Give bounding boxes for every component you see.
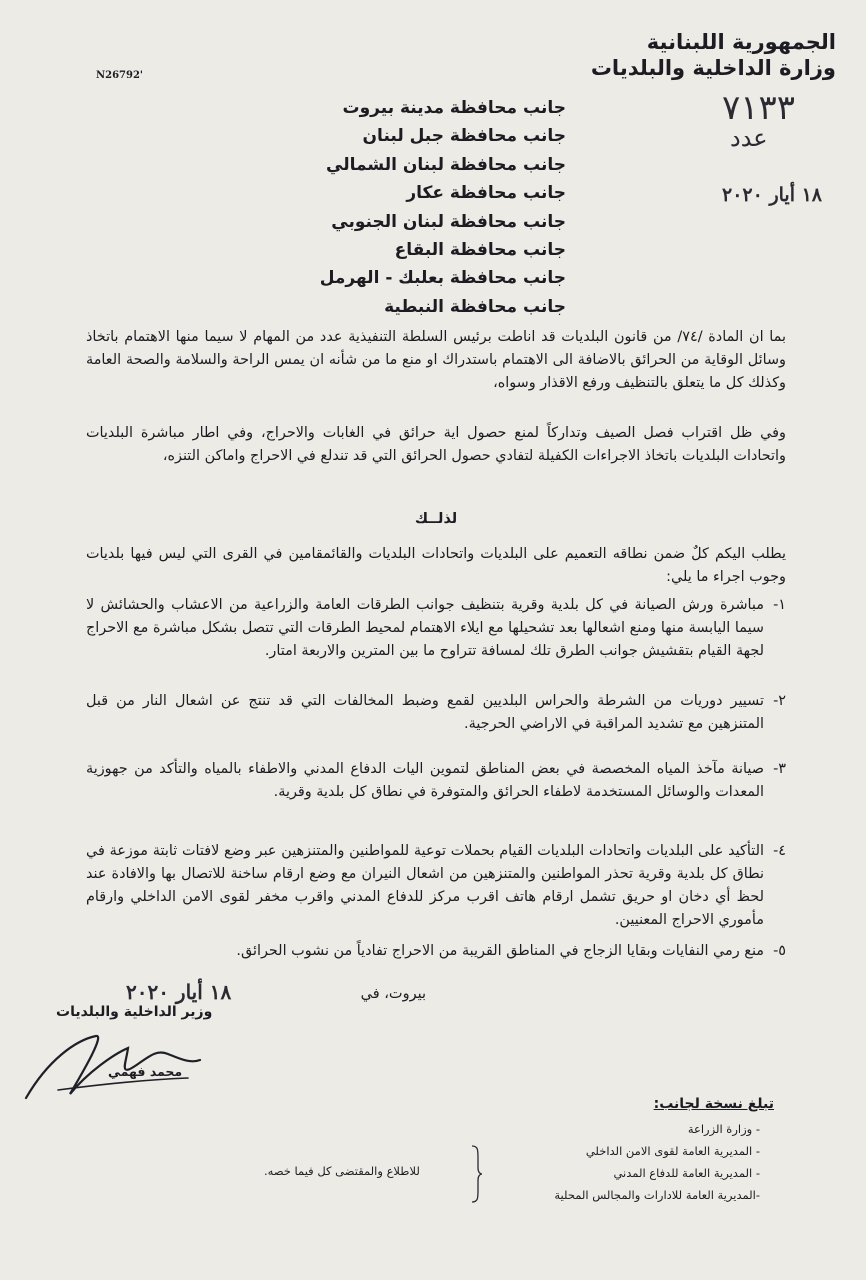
list-item-text: تسيير دوريات من الشرطة والحراس البلديين لقمع وضبط المخالفات التي قد تنتج عن اشعال النار من قبل المتنزهين مع تشديد المراقبة في الاراضي الحرجية.	[86, 693, 764, 732]
header-republic: الجمهورية اللبنانية	[646, 30, 836, 54]
addressee-item: جانب محافظة لبنان الجنوبي	[331, 211, 566, 232]
list-item-number: ٣-	[773, 761, 786, 777]
copy-recipient: - المديرية العامة للدفاع المدني	[613, 1166, 760, 1180]
addressee-item: جانب محافظة النبطية	[384, 296, 566, 317]
copies-heading: تبلغ نسخة لجانب:	[653, 1096, 774, 1112]
reference-date: ١٨ أيار ٢٠٢٠	[722, 184, 823, 206]
copy-recipient: - وزارة الزراعة	[687, 1122, 760, 1136]
list-item-text: التأكيد على البلديات واتحادات البلديات القيام بحملات توعية للمواطنين والمتنزهين عبر وضع لافتات ثابتة موزعة في نطاق كل بلدية وقرية تحذر المواطنين والمتنزهين من اشعال النيران مع وضع ارقام ساخنة للاتصال بها والافادة عند لحظ أي دخان او حريق تشمل ارقام هاتف اقرب مركز للدفاع المدني واقرب مخفر لقوى الامن الداخلي وارقام مأموري الاحراج المعنيين.	[86, 843, 764, 928]
therefore-heading: لذلــك	[414, 511, 458, 527]
list-item-number: ٥-	[773, 943, 786, 959]
minister-title: وزير الداخلية والبلديات	[56, 1004, 213, 1020]
list-item	[86, 840, 786, 932]
copy-recipient: - المديرية العامة لقوى الامن الداخلي	[585, 1144, 760, 1158]
signature-date: ١٨ أيار ٢٠٢٠	[126, 980, 232, 1004]
addressee-item: جانب محافظة عكار	[406, 183, 566, 204]
body-paragraph-1: بما ان المادة /٧٤/ من قانون البلديات قد اناطت برئيس السلطة التنفيذية عدد من المهام لا سيما منها الاهتمام باتخاذ وسائل الوقاية من الحرائق بالاضافة الى الاهتمام باستدراك او منع ما من شأنه ان يمس الراحة والسلامة والصحة العامة وكذلك كل ما يتعلق بالتنظيف ورفع الاقذار وسواه،	[86, 329, 786, 391]
list-item	[86, 594, 786, 663]
reference-code: N26792'	[96, 70, 143, 81]
list-item	[86, 690, 786, 736]
list-item-number: ٢-	[773, 693, 786, 709]
copies-list	[510, 1122, 760, 1210]
addressee-item: جانب محافظة البقاع	[394, 239, 566, 260]
list-item	[86, 758, 786, 804]
signature-place: بيروت، في	[360, 986, 426, 1002]
list-item-text: منع رمي النفايات وبقايا الزجاج في المناطق القريبة من الاحراج تفادياً من نشوب الحرائق.	[236, 943, 764, 959]
bracket-icon	[470, 1144, 484, 1204]
addressee-item: جانب محافظة مدينة بيروت	[342, 98, 566, 118]
list-item	[86, 940, 786, 963]
list-item-number: ٤-	[773, 843, 786, 859]
minister-name: محمد فهمي	[108, 1064, 183, 1079]
header-ministry: وزارة الداخلية والبلديات	[590, 56, 836, 80]
copies-note: للاطلاع والمقتضى كل فيما خصه.	[264, 1164, 420, 1178]
addressee-item: جانب محافظة جبل لبنان	[362, 126, 566, 147]
copy-recipient: -المديرية العامة للادارات والمجالس المحلية	[554, 1188, 760, 1202]
reference-label: عدد	[730, 124, 768, 152]
list-item-number: ١-	[773, 597, 786, 613]
addressee-list	[320, 94, 566, 321]
list-item-text: مباشرة ورش الصيانة في كل بلدية وقرية بتنظيف جوانب الطرقات العامة والزراعية من الاعشاب والحشائش لا سيما اليابسة منها ومنع اشعالها بعد تشحيلها مع ايلاء الاهتمام لمحيط الطرقات التي تتصل بشكل مباشرة مع الاحراج لجهة القيام بتقشيش جوانب الطرق تلك لمسافة تتراوح ما بين المترين والاربعة امتار.	[86, 597, 764, 659]
addressee-item: جانب محافظة لبنان الشمالي	[326, 154, 566, 175]
body-paragraph-2: وفي ظل اقتراب فصل الصيف وتداركاً لمنع حصول اية حرائق في الغابات والاحراج، وفي اطار مباشرة البلديات واتحادات البلديات باتخاذ الاجراءات الكفيلة لتفادي حصول الحرائق التي قد تندلع في الاحراج واماكن التنزه،	[86, 425, 786, 464]
addressee-item: جانب محافظة بعلبك - الهرمل	[319, 268, 566, 289]
reference-number: ٧١٣٣	[722, 88, 796, 128]
body-paragraph-3: يطلب اليكم كلٌ ضمن نطاقه التعميم على البلديات واتحادات البلديات والقائمقامين في القرى التي ليس فيها بلديات وجوب اجراء ما يلي:	[86, 546, 786, 585]
list-item-text: صيانة مآخذ المياه المخصصة في بعض المناطق لتموين اليات الدفاع المدني والاطفاء بالمياه والتأكد من جهوزية المعدات والوسائل المستخدمة لاطفاء الحرائق والمتوفرة في نطاق كل بلدية وقرية.	[86, 761, 764, 800]
